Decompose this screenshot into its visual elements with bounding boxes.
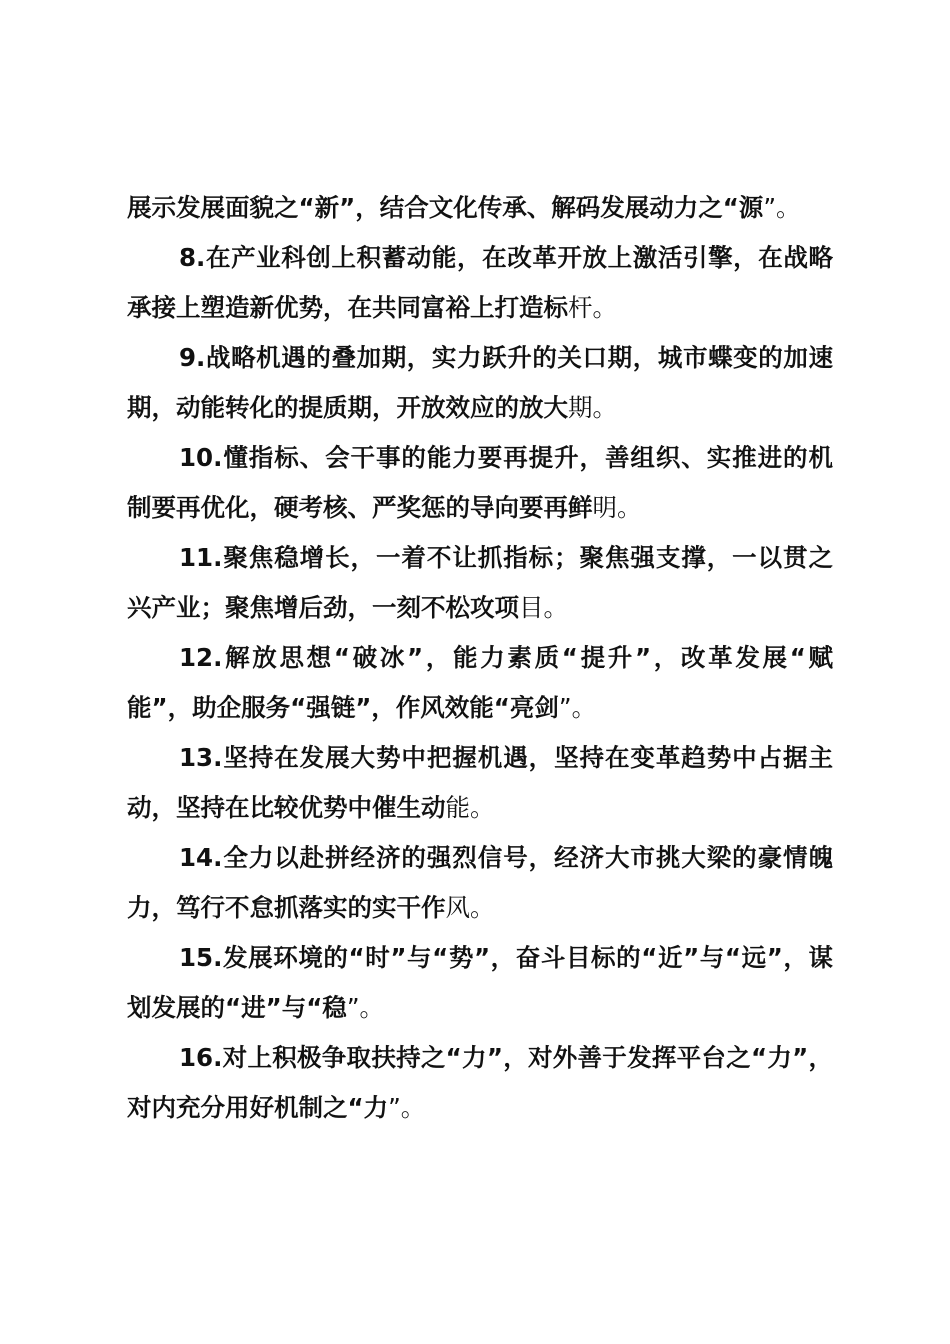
paragraph-text: 13.坚持在发展大势中把握机遇，坚持在变革趋势中占据主动，坚持在比较优势中催生动 [127,743,833,822]
paragraph-10 [127,433,833,533]
paragraph-tail: 明。 [592,493,642,522]
paragraph-tail: 目。 [519,593,568,622]
paragraph-1 [127,183,833,233]
paragraph-text: 16.对上积极争取扶持之“力”，对外善于发挥平台之“力”，对内充分用好机制之“力 [127,1043,833,1122]
paragraph-9 [127,333,833,433]
paragraph-tail: 期。 [568,393,617,422]
document-body [127,183,833,1133]
paragraph-text: 12.解放思想“破冰”，能力素质“提升”，改革发展“赋能”，助企服务“强链”，作风效能“亮剑 [127,643,833,722]
paragraph-text: 11.聚焦稳增长，一着不让抓指标；聚焦强支撑，一以贯之兴产业；聚焦增后劲，一刻不松攻项 [127,543,833,622]
paragraph-text: 14.全力以赴拼经济的强烈信号，经济大市挑大梁的豪情魄力，笃行不怠抓落实的实干作 [127,843,833,922]
paragraph-14 [127,833,833,933]
paragraph-text: 展示发展面貌之“新”，结合文化传承、解码发展动力之“源 [127,193,764,222]
paragraph-tail: 风。 [445,893,495,922]
paragraph-tail: ”。 [346,993,385,1022]
paragraph-12 [127,633,833,733]
paragraph-text: 8.在产业科创上积蓄动能，在改革开放上激活引擎，在战略承接上塑造新优势，在共同富裕上打造标 [127,243,833,322]
paragraph-text: 9.战略机遇的叠加期，实力跃升的关口期，城市蝶变的加速期，动能转化的提质期，开放效应的放大 [127,343,833,422]
paragraph-text: 15.发展环境的“时”与“势”，奋斗目标的“近”与“远”，谋划发展的“进”与“稳 [127,943,833,1022]
paragraph-16 [127,1033,833,1133]
paragraph-8 [127,233,833,333]
paragraph-tail: 能。 [445,793,495,822]
paragraph-tail: ”。 [388,1093,426,1122]
paragraph-tail: ”。 [558,693,597,722]
paragraph-tail: 杆。 [568,293,617,322]
paragraph-11 [127,533,833,633]
paragraph-text: 10.懂指标、会干事的能力要再提升，善组织、实推进的机制要再优化，硬考核、严奖惩的导向要再鲜 [127,443,833,522]
paragraph-13 [127,733,833,833]
paragraph-tail: ”。 [763,193,801,222]
paragraph-15 [127,933,833,1033]
